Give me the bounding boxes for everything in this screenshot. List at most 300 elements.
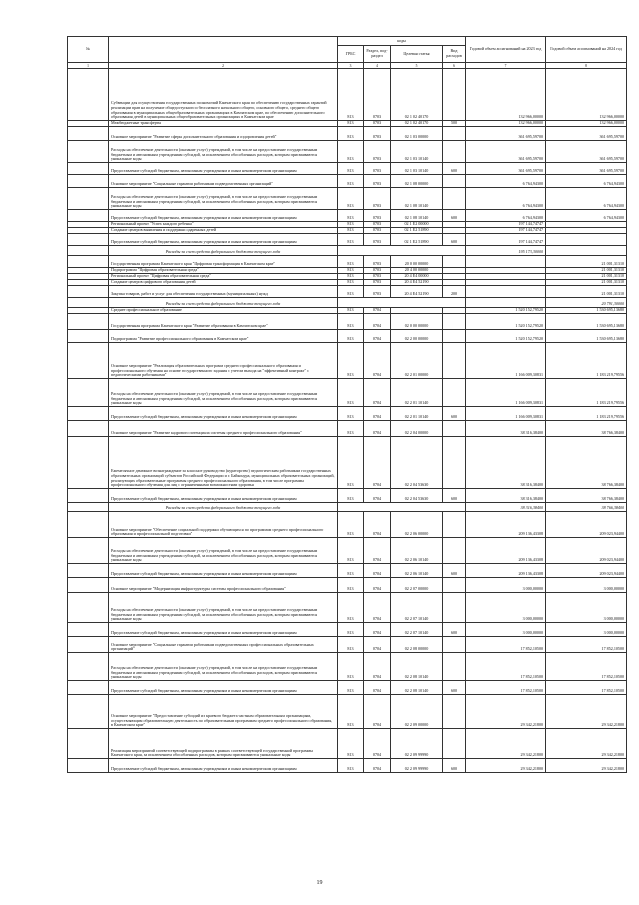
amount-2023-cell: 209 136,43308 (466, 564, 546, 578)
item-name-cell: Расходы на обеспечение деятельности (оказание услуг) учреждений, в том числе на предоставление государственным бюджетным и автономным учреждениям субсидий, за исключением обособленных расходов, которым присваиваются уникальные коды (109, 653, 338, 681)
item-name-cell: Предоставление субсидий бюджетным, автономным учреждениям и иным некоммерческим организациям (109, 623, 338, 637)
expense-kind-cell (443, 69, 466, 121)
expense-kind-cell (443, 421, 466, 437)
amount-2023-cell: 3 000,00000 (466, 623, 546, 637)
amount-2023-cell: 361 695,59700 (466, 163, 546, 175)
grbs-cell: 813 (338, 280, 364, 286)
amount-2023-cell: 6 764,94300 (466, 175, 546, 188)
item-name-cell: Региональный проект "Цифровая образовательная среда" (109, 274, 338, 280)
grbs-cell: 813 (338, 330, 364, 343)
section-cell: 0704 (364, 578, 391, 593)
section-cell: 0704 (364, 681, 391, 695)
amount-2024-cell: 38 766,38400 (546, 421, 627, 437)
target-article-cell: 02 2 01 10140 (391, 379, 443, 407)
table-row (68, 308, 627, 314)
amount-2024-cell: 20 791,30000 (546, 298, 627, 308)
target-article-cell: 20 4 E4 52190 (391, 280, 443, 286)
row-number-cell (68, 298, 109, 308)
item-name-cell: Основное мероприятие "Реализация образовательных программ среднего профессионального образования и профессионального обучения на основе государственного задания с учетом выхода на "эффективный контракт" с педагогическими работниками" (109, 343, 338, 379)
amount-2023-cell: 38 316,38400 (466, 437, 546, 489)
row-number-cell (68, 234, 109, 246)
target-article-cell: 02 2 06 10140 (391, 538, 443, 564)
target-article-cell: 02 2 04 53630 (391, 437, 443, 489)
row-number-cell (68, 188, 109, 210)
expense-kind-cell (443, 637, 466, 653)
section-cell: 0703 (364, 274, 391, 280)
amount-2023-cell: 38 316,38400 (466, 421, 546, 437)
amount-2023-cell: 17 852,10500 (466, 681, 546, 695)
table-row (68, 578, 627, 593)
row-number-cell (68, 503, 109, 512)
grbs-cell: 813 (338, 421, 364, 437)
note-label-cell: Расходы за счет средств федерального бюджета текущего года (109, 503, 338, 512)
expense-kind-cell (443, 175, 466, 188)
amount-2024-cell: 132 966,00000 (546, 121, 627, 127)
target-article-cell: 20 0 00 00000 (391, 256, 443, 268)
amount-2024-cell: 1 183 219,79556 (546, 379, 627, 407)
amount-2023-cell: 361 695,59700 (466, 141, 546, 163)
item-name-cell: Предоставление субсидий бюджетным, автономным учреждениям и иным некоммерческим организациям (109, 407, 338, 421)
item-name-cell: Предоставление субсидий бюджетным, автономным учреждениям и иным некоммерческим организациям (109, 163, 338, 175)
target-article-cell: 02 1 03 10140 (391, 141, 443, 163)
grbs-cell: 813 (338, 379, 364, 407)
amount-2023-cell: 29 342,21800 (466, 729, 546, 759)
expense-kind-cell (443, 512, 466, 538)
item-name-cell: Государственная программа Камчатского края "Цифровая трансформация в Камчатском крае" (109, 256, 338, 268)
expense-kind-cell: 600 (443, 564, 466, 578)
row-number-cell (68, 564, 109, 578)
table-row (68, 512, 627, 538)
target-article-cell: 20 4 00 00000 (391, 268, 443, 274)
header-kind: Вид расходов (443, 46, 466, 63)
table-row (68, 695, 627, 729)
expense-kind-cell: 600 (443, 210, 466, 222)
table-row (68, 681, 627, 695)
grbs-cell: 813 (338, 437, 364, 489)
table-row (68, 69, 627, 121)
target-article-cell: 20 4 E4 52190 (391, 286, 443, 298)
section-cell: 0704 (364, 343, 391, 379)
table-row (68, 127, 627, 141)
item-name-cell: Основное мероприятие "Предоставление субсидий из краевого бюджета частным образовательным организациям, осуществляющим образовательную деятельность по образовательным программам среднего профессионального образования, в Камчатском крае" (109, 695, 338, 729)
table-row (68, 593, 627, 623)
amount-2023-cell: 197 144,74747 (466, 234, 546, 246)
table-row (68, 489, 627, 503)
expense-kind-cell (443, 593, 466, 623)
grbs-cell: 813 (338, 234, 364, 246)
header-grbs: ГРБС (338, 46, 364, 63)
grbs-cell: 813 (338, 69, 364, 121)
grbs-cell: 813 (338, 653, 364, 681)
page-number: 19 (316, 880, 323, 886)
target-article-cell: 02 2 08 10140 (391, 681, 443, 695)
target-article-cell: 02 2 08 10140 (391, 653, 443, 681)
amount-2023-cell: 195 173,30000 (466, 246, 546, 256)
table-row (68, 538, 627, 564)
amount-2023-cell (466, 298, 546, 308)
expense-kind-cell (443, 141, 466, 163)
row-number-cell (68, 286, 109, 298)
grbs-cell: 813 (338, 222, 364, 228)
amount-2024-cell: 38 766,38400 (546, 503, 627, 512)
row-number-cell (68, 489, 109, 503)
grbs-cell: 813 (338, 286, 364, 298)
table-row (68, 437, 627, 489)
note-row (68, 298, 627, 308)
target-article-cell: 02 0 00 00000 (391, 314, 443, 330)
row-number-cell (68, 256, 109, 268)
amount-2023-cell: 1 520 152,79520 (466, 308, 546, 314)
grbs-cell: 813 (338, 343, 364, 379)
item-name-cell: Подпрограмма "Цифровая образовательная среда" (109, 268, 338, 274)
grbs-cell: 813 (338, 512, 364, 538)
grbs-cell: 813 (338, 268, 364, 274)
expense-kind-cell: 600 (443, 489, 466, 503)
amount-2023-cell: 38 316,38400 (466, 489, 546, 503)
amount-2023-cell: 197 144,74747 (466, 222, 546, 228)
grbs-cell: 813 (338, 538, 364, 564)
section-cell: 0704 (364, 729, 391, 759)
amount-2024-cell: 17 852,10500 (546, 637, 627, 653)
row-number-cell (68, 512, 109, 538)
item-name-cell: Основное мероприятие "Развитие сферы дополнительного образования и оздоровления детей" (109, 127, 338, 141)
budget-table (67, 36, 627, 773)
header-vol2023: Годовой объем ассигнований на 2023 год (466, 37, 546, 63)
row-number-cell (68, 210, 109, 222)
amount-2023-cell (466, 256, 546, 268)
note-label-cell: Расходы за счет средств федерального бюджета текущего года (109, 246, 338, 256)
expense-kind-cell (443, 330, 466, 343)
section-cell: 0704 (364, 308, 391, 314)
section-cell: 0704 (364, 538, 391, 564)
header-no: № (68, 37, 109, 63)
amount-2024-cell: 29 342,21800 (546, 729, 627, 759)
row-number-cell (68, 141, 109, 163)
note-row (68, 503, 627, 512)
amount-2024-cell: 361 695,59700 (546, 141, 627, 163)
table-row (68, 188, 627, 210)
amount-2024-cell: 38 766,38400 (546, 437, 627, 489)
amount-2024-cell (546, 234, 627, 246)
grbs-cell: 813 (338, 729, 364, 759)
expense-kind-cell (443, 729, 466, 759)
section-cell: 0704 (364, 695, 391, 729)
target-article-cell: 02 2 01 00000 (391, 343, 443, 379)
grbs-cell: 813 (338, 256, 364, 268)
amount-2023-cell: 3 000,00000 (466, 578, 546, 593)
amount-2023-cell: 1 520 152,79520 (466, 314, 546, 330)
item-name-cell: Основное мероприятие "Модернизация инфраструктуры системы профессионального образования" (109, 578, 338, 593)
expense-kind-cell: 600 (443, 759, 466, 773)
target-article-cell: 02 2 07 10140 (391, 593, 443, 623)
section-cell: 0703 (364, 286, 391, 298)
section-cell: 0703 (364, 163, 391, 175)
target-article-cell: 02 2 09 99990 (391, 759, 443, 773)
amount-2023-cell: 197 144,74747 (466, 228, 546, 234)
item-name-cell: Основное мероприятие "Развитие кадрового потенциала системы среднего профессионального образования" (109, 421, 338, 437)
section-cell: 0704 (364, 330, 391, 343)
amount-2024-cell: 21 001,31310 (546, 274, 627, 280)
section-cell: 0703 (364, 121, 391, 127)
item-name-cell: Предоставление субсидий бюджетным, автономным учреждениям и иным некоммерческим организациям (109, 234, 338, 246)
amount-2024-cell: 209 023,94400 (546, 512, 627, 538)
expense-kind-cell (443, 343, 466, 379)
amount-2023-cell: 1 166 009,30831 (466, 407, 546, 421)
amount-2024-cell (546, 246, 627, 256)
row-number-cell (68, 623, 109, 637)
section-cell: 0703 (364, 127, 391, 141)
target-article-cell: 02 1 08 00000 (391, 175, 443, 188)
amount-2024-cell: 17 852,10500 (546, 681, 627, 695)
grbs-cell: 813 (338, 175, 364, 188)
amount-2024-cell: 29 342,21800 (546, 695, 627, 729)
table-row (68, 759, 627, 773)
target-article-cell: 02 1 E2 00000 (391, 222, 443, 228)
target-article-cell: 02 2 09 99990 (391, 729, 443, 759)
item-name-cell: Государственная программа Камчатского края "Развитие образования в Камчатском крае" (109, 314, 338, 330)
item-name-cell: Предоставление субсидий бюджетным, автономным учреждениям и иным некоммерческим организациям (109, 564, 338, 578)
target-article-cell: 02 1 E2 51890 (391, 228, 443, 234)
table-row (68, 343, 627, 379)
grbs-cell: 813 (338, 314, 364, 330)
row-number-cell (68, 593, 109, 623)
amount-2023-cell: 29 342,21800 (466, 759, 546, 773)
row-number-cell (68, 637, 109, 653)
amount-2023-cell (466, 286, 546, 298)
grbs-cell: 813 (338, 489, 364, 503)
expense-kind-cell (443, 578, 466, 593)
row-number-cell (68, 246, 109, 256)
empty-cell (338, 503, 466, 512)
index-cell: 3 (338, 63, 364, 69)
section-cell: 0704 (364, 314, 391, 330)
amount-2023-cell: 1 166 009,30831 (466, 343, 546, 379)
section-cell: 0704 (364, 759, 391, 773)
table-row (68, 163, 627, 175)
item-name-cell: Субвенции для осуществления государственных полномочий Камчатского края по обеспечению государственных гарантий реализации прав на получение общедоступного и бесплатного начального общего, основного общего, среднего общего образования в муниципальных общеобразовательных организациях в Камчатском крае, по обеспечению дополнительного образования детей в муниципальных общеобразовательных организациях в Камчатском крае (109, 69, 338, 121)
table-row (68, 286, 627, 298)
table-row (68, 210, 627, 222)
item-name-cell: Предоставление субсидий бюджетным, автономным учреждениям и иным некоммерческим организациям (109, 681, 338, 695)
table-body (68, 63, 627, 773)
table-row (68, 637, 627, 653)
target-article-cell: 02 2 06 00000 (391, 512, 443, 538)
amount-2023-cell: 3 000,00000 (466, 593, 546, 623)
table-row (68, 228, 627, 234)
section-cell: 0703 (364, 188, 391, 210)
expense-kind-cell: 200 (443, 286, 466, 298)
expense-kind-cell: 600 (443, 163, 466, 175)
target-article-cell: 02 2 06 10140 (391, 564, 443, 578)
amount-2024-cell: 38 766,38400 (546, 489, 627, 503)
row-number-cell (68, 314, 109, 330)
target-article-cell: 02 1 02 40170 (391, 121, 443, 127)
section-cell: 0704 (364, 653, 391, 681)
section-cell: 0704 (364, 623, 391, 637)
expense-kind-cell: 600 (443, 234, 466, 246)
item-name-cell: Региональный проект "Успех каждого ребенка" (109, 222, 338, 228)
table-row (68, 314, 627, 330)
expense-kind-cell (443, 379, 466, 407)
section-cell: 0703 (364, 234, 391, 246)
index-cell: 2 (109, 63, 338, 69)
row-number-cell (68, 379, 109, 407)
grbs-cell: 813 (338, 637, 364, 653)
grbs-cell: 813 (338, 759, 364, 773)
row-number-cell (68, 681, 109, 695)
item-name-cell: Основное мероприятие "Социальные гарантии работникам подведомственных организаций" (109, 175, 338, 188)
amount-2023-cell: 132 966,00000 (466, 121, 546, 127)
expense-kind-cell (443, 538, 466, 564)
amount-2024-cell: 21 001,31310 (546, 280, 627, 286)
amount-2024-cell: 3 000,00000 (546, 578, 627, 593)
table-row (68, 623, 627, 637)
table-row (68, 141, 627, 163)
table-row (68, 564, 627, 578)
index-cell: 6 (443, 63, 466, 69)
item-name-cell: Предоставление субсидий бюджетным, автономным учреждениям и иным некоммерческим организациям (109, 759, 338, 773)
expense-kind-cell: 600 (443, 407, 466, 421)
row-number-cell (68, 759, 109, 773)
amount-2024-cell: 3 000,00000 (546, 593, 627, 623)
target-article-cell: 02 2 09 00000 (391, 695, 443, 729)
section-cell: 0703 (364, 256, 391, 268)
expense-kind-cell (443, 695, 466, 729)
grbs-cell: 813 (338, 121, 364, 127)
section-cell: 0703 (364, 69, 391, 121)
section-cell: 0704 (364, 421, 391, 437)
row-number-cell (68, 729, 109, 759)
grbs-cell: 813 (338, 578, 364, 593)
item-name-cell: Расходы на обеспечение деятельности (оказание услуг) учреждений, в том числе на предоставление государственным бюджетным и автономным учреждениям субсидий, за исключением обособленных расходов, которым присваиваются уникальные коды (109, 141, 338, 163)
row-number-cell (68, 330, 109, 343)
empty-cell (338, 246, 466, 256)
amount-2024-cell: 21 001,31310 (546, 268, 627, 274)
row-number-cell (68, 69, 109, 121)
row-number-cell (68, 407, 109, 421)
row-number-cell (68, 538, 109, 564)
grbs-cell: 813 (338, 210, 364, 222)
amount-2024-cell: 1 530 695,13680 (546, 308, 627, 314)
item-name-cell: Основное мероприятие "Обеспечение социальной поддержки обучающихся по программам среднего профессионального образования и профессиональной подготовки" (109, 512, 338, 538)
expense-kind-cell (443, 127, 466, 141)
section-cell: 0703 (364, 228, 391, 234)
section-cell: 0704 (364, 637, 391, 653)
amount-2023-cell: 132 966,00000 (466, 69, 546, 121)
amount-2024-cell: 361 695,59700 (546, 127, 627, 141)
target-article-cell: 02 2 04 53630 (391, 489, 443, 503)
item-name-cell: Расходы на обеспечение деятельности (оказание услуг) учреждений, в том числе на предоставление государственным бюджетным и автономным учреждениям субсидий, за исключением обособленных расходов, которым присваиваются уникальные коды (109, 593, 338, 623)
amount-2024-cell: 3 000,00000 (546, 623, 627, 637)
row-number-cell (68, 421, 109, 437)
target-article-cell: 02 2 08 00000 (391, 637, 443, 653)
row-number-cell (68, 695, 109, 729)
expense-kind-cell (443, 653, 466, 681)
index-cell: 5 (391, 63, 443, 69)
amount-2024-cell: 17 852,10500 (546, 653, 627, 681)
table-row (68, 175, 627, 188)
amount-2023-cell: 209 136,43308 (466, 512, 546, 538)
amount-2024-cell: 21 001,31310 (546, 256, 627, 268)
table-row (68, 379, 627, 407)
item-name-cell: Создание центров выявления и поддержки одаренных детей (109, 228, 338, 234)
grbs-cell: 813 (338, 127, 364, 141)
amount-2023-cell: 209 136,43308 (466, 538, 546, 564)
target-article-cell: 02 2 01 10140 (391, 407, 443, 421)
amount-2024-cell: 209 023,94400 (546, 538, 627, 564)
amount-2024-cell: 1 530 695,13680 (546, 330, 627, 343)
section-cell: 0703 (364, 141, 391, 163)
section-cell: 0704 (364, 379, 391, 407)
item-name-cell: Расходы на обеспечение деятельности (оказание услуг) учреждений, в том числе на предоставление государственным бюджетным и автономным учреждениям субсидий, за исключением обособленных расходов, которым присваиваются уникальные коды (109, 188, 338, 210)
note-label-cell: Расходы за счет средств федерального бюджета текущего года (109, 298, 338, 308)
section-cell: 0703 (364, 222, 391, 228)
grbs-cell: 813 (338, 407, 364, 421)
section-cell: 0704 (364, 593, 391, 623)
target-article-cell: 02 2 07 10140 (391, 623, 443, 637)
target-article-cell: 02 1 E2 51890 (391, 234, 443, 246)
item-name-cell: Закупка товаров, работ и услуг для обеспечения государственных (муниципальных) нужд (109, 286, 338, 298)
amount-2023-cell: 6 764,94300 (466, 210, 546, 222)
row-number-cell (68, 343, 109, 379)
item-name-cell: Основное мероприятие "Социальные гарантии работникам подведомственных профессиональных образовательных организаций" (109, 637, 338, 653)
header-codes: коды (338, 37, 466, 46)
table-row (68, 653, 627, 681)
header-row-top (68, 37, 627, 46)
item-name-cell: Предоставление субсидий бюджетным, автономным учреждениям и иным некоммерческим организациям (109, 210, 338, 222)
item-name-cell: Межбюджетные трансферты (109, 121, 338, 127)
amount-2024-cell: 1 530 695,13680 (546, 314, 627, 330)
target-article-cell: 02 1 03 00000 (391, 127, 443, 141)
expense-kind-cell (443, 256, 466, 268)
row-number-cell (68, 437, 109, 489)
index-cell: 4 (364, 63, 391, 69)
table-row (68, 330, 627, 343)
expense-kind-cell: 600 (443, 681, 466, 695)
section-cell: 0703 (364, 268, 391, 274)
item-name-cell: Реализация мероприятий соответствующей подпрограммы в рамках соответствующей государственной программы Камчатского края, за исключением обособленных расходов, которым присваиваются уникальные коды (109, 729, 338, 759)
grbs-cell: 813 (338, 623, 364, 637)
table-row (68, 421, 627, 437)
item-name-cell: Предоставление субсидий бюджетным, автономным учреждениям и иным некоммерческим организациям (109, 489, 338, 503)
amount-2023-cell: 1 520 152,79520 (466, 330, 546, 343)
item-name-cell: Подпрограмма "Развитие профессионального образования в Камчатском крае" (109, 330, 338, 343)
section-cell: 0704 (364, 407, 391, 421)
amount-2024-cell: 29 342,21800 (546, 759, 627, 773)
target-article-cell: 02 1 08 10140 (391, 210, 443, 222)
amount-2024-cell: 21 001,31310 (546, 286, 627, 298)
header-section: Раздел, под-раздел (364, 46, 391, 63)
amount-2024-cell: 209 023,94400 (546, 564, 627, 578)
table-row (68, 121, 627, 127)
target-article-cell: 02 2 04 00000 (391, 421, 443, 437)
index-cell: 8 (546, 63, 627, 69)
item-name-cell: Расходы на обеспечение деятельности (оказание услуг) учреждений, в том числе на предоставление государственным бюджетным и автономным учреждениям субсидий, за исключением обособленных расходов, которым присваиваются уникальные коды (109, 538, 338, 564)
amount-2024-cell: 1 183 219,79556 (546, 343, 627, 379)
amount-2023-cell: 6 764,94300 (466, 188, 546, 210)
amount-2024-cell: 6 764,94300 (546, 210, 627, 222)
item-name-cell: Расходы на обеспечение деятельности (оказание услуг) учреждений, в том числе на предоставление государственным бюджетным и автономным учреждениям субсидий, за исключением обособленных расходов, которым присваиваются уникальные коды (109, 379, 338, 407)
amount-2024-cell: 6 764,94300 (546, 175, 627, 188)
header-target: Целевая статья (391, 46, 443, 63)
section-cell: 0704 (364, 512, 391, 538)
header-name (109, 37, 338, 63)
section-cell: 0704 (364, 564, 391, 578)
expense-kind-cell: 600 (443, 623, 466, 637)
row-number-cell (68, 175, 109, 188)
expense-kind-cell (443, 188, 466, 210)
grbs-cell: 813 (338, 681, 364, 695)
